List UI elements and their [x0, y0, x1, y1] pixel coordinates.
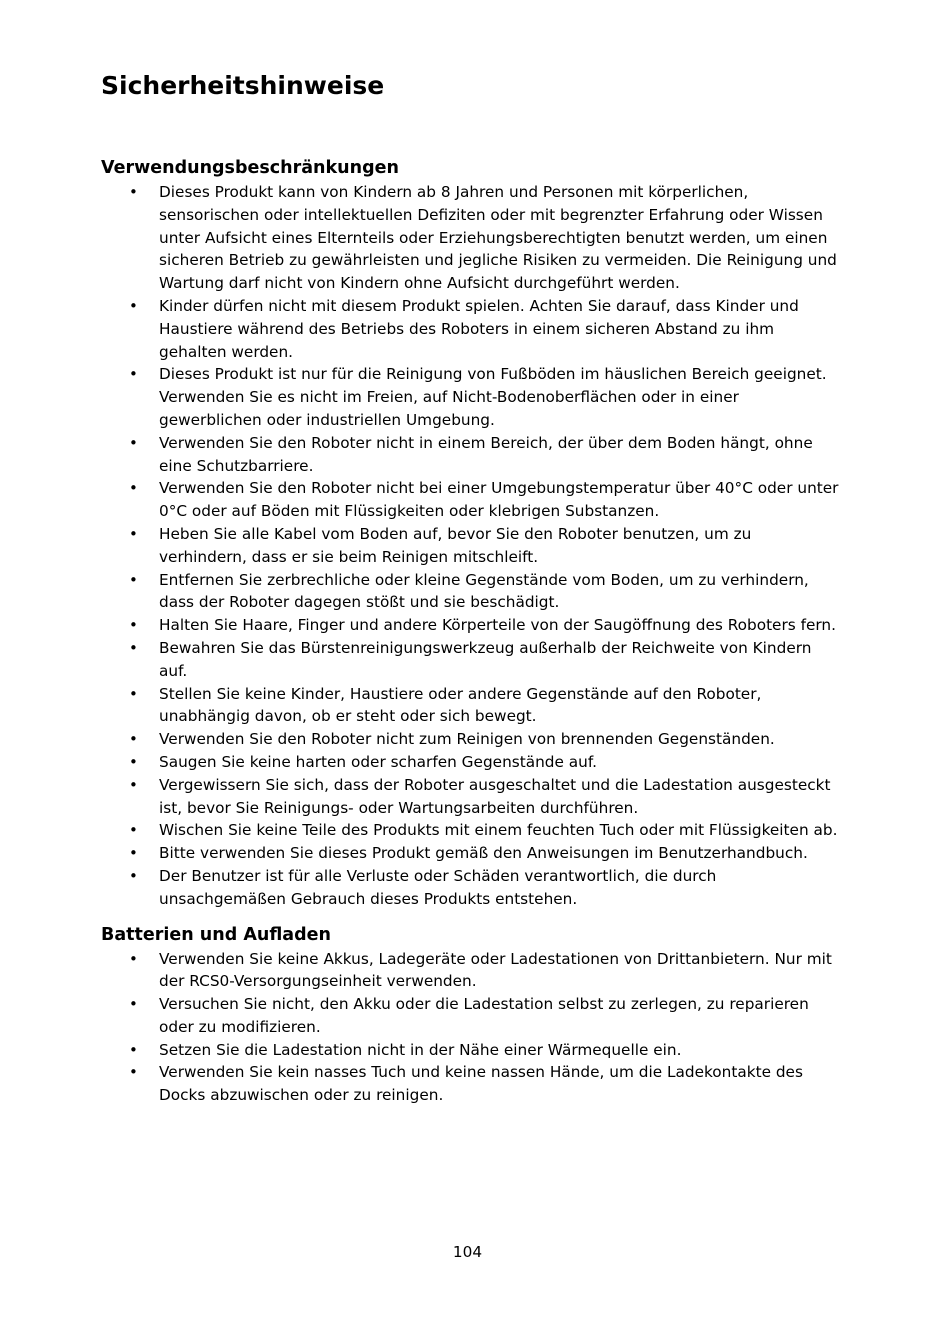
bullet-icon: •: [129, 684, 138, 703]
list-item: [101, 637, 843, 683]
page-number: 104: [452, 1243, 483, 1261]
list-item: [101, 1039, 843, 1062]
list-item-text: Dieses Produkt ist nur für die Reinigung von Fußböden im häuslichen Bereich geeignet. Verwenden Sie es nicht im Freien, auf Nicht-Bodenoberflächen oder in einer gewerblichen oder industriellen Umgebung.: [159, 365, 827, 429]
bullet-icon: •: [129, 433, 138, 452]
list-item-text: Wischen Sie keine Teile des Produkts mit einem feuchten Tuch oder mit Flüssigkeiten ab.: [159, 821, 838, 840]
list-item-text: Halten Sie Haare, Finger und andere Körperteile von der Saugöffnung des Roboters fern.: [159, 616, 836, 635]
bullet-icon: •: [129, 821, 138, 840]
list-item-text: Vergewissern Sie sich, dass der Roboter ausgeschaltet und die Ladestation ausgesteckt ist, bevor Sie Reinigungs- oder Wartungsarbeiten durchführen.: [159, 775, 831, 817]
list-item: [101, 477, 843, 523]
list-item-text: Verwenden Sie den Roboter nicht in einem Bereich, der über dem Boden hängt, ohne eine Schutzbarriere.: [159, 433, 813, 475]
list-item-text: Stellen Sie keine Kinder, Haustiere oder andere Gegenstände auf den Roboter, unabhängig davon, ob er steht oder sich bewegt.: [159, 684, 762, 726]
bullet-icon: •: [129, 479, 138, 498]
list-item-text: Versuchen Sie nicht, den Akku oder die Ladestation selbst zu zerlegen, zu reparieren oder zu modifizieren.: [159, 995, 809, 1036]
list-item-text: Entfernen Sie zerbrechliche oder kleine Gegenstände vom Boden, um zu verhindern, dass der Roboter dagegen stößt und sie beschädigt.: [159, 570, 809, 612]
bullet-list: [101, 181, 843, 911]
bullet-icon: •: [129, 1063, 138, 1082]
bullet-icon: •: [129, 616, 138, 635]
bullet-icon: •: [129, 570, 138, 589]
bullet-icon: •: [129, 844, 138, 863]
list-item: [101, 751, 843, 774]
list-item: [101, 948, 843, 994]
list-item: [101, 181, 843, 295]
section-heading: Verwendungsbeschränkungen: [101, 158, 399, 178]
bullet-icon: •: [129, 1040, 138, 1059]
list-item-text: Bewahren Sie das Bürstenreinigungswerkzeug außerhalb der Reichweite von Kindern auf.: [159, 638, 812, 680]
list-item: [101, 842, 843, 865]
list-item-text: Saugen Sie keine harten oder scharfen Gegenstände auf.: [159, 752, 597, 771]
list-item: [101, 683, 843, 729]
list-item: [101, 993, 843, 1039]
list-item: [101, 819, 843, 842]
list-item-text: Verwenden Sie keine Akkus, Ladegeräte oder Ladestationen von Drittanbietern. Nur mit der RCS0-Versorgungseinheit verwenden.: [159, 949, 832, 991]
bullet-icon: •: [129, 365, 138, 384]
bullet-icon: •: [129, 730, 138, 749]
list-item: [101, 728, 843, 751]
list-item-text: Kinder dürfen nicht mit diesem Produkt spielen. Achten Sie darauf, dass Kinder und Haustiere während des Betriebs des Roboters in einem sicheren Abstand zu ihm gehalten werden.: [159, 296, 799, 361]
list-item-text: Dieses Produkt kann von Kindern ab 8 Jahren und Personen mit körperlichen, sensorischen oder intellektuellen Defiziten oder mit begrenzter Erfahrung oder Wissen unter Aufsicht eines Elternteils oder Erziehungsberechtigten benutzt werden, um einen sicheren Betrieb zu gewährleisten und jegliche Risiken zu vermeiden. Die Reinigung und Wartung darf nicht von Kindern ohne Aufsicht durchgeführt werden.: [159, 183, 837, 293]
list-item-text: Setzen Sie die Ladestation nicht in der Nähe einer Wärmequelle ein.: [159, 1040, 682, 1059]
bullet-icon: •: [129, 752, 138, 771]
document-page: [101, 66, 843, 1107]
list-item-text: Der Benutzer ist für alle Verluste oder Schäden verantwortlich, die durch unsachgemäßen Gebrauch dieses Produkts entstehen.: [159, 866, 717, 908]
bullet-icon: •: [129, 866, 138, 885]
bullet-icon: •: [129, 638, 138, 657]
page-title: Sicherheitshinweise: [101, 71, 385, 100]
list-item: [101, 865, 843, 911]
bullet-icon: •: [129, 183, 138, 201]
list-item: [101, 614, 843, 637]
bullet-list: [101, 948, 843, 1108]
list-item-text: Verwenden Sie den Roboter nicht bei einer Umgebungstemperatur über 40°C oder unter 0°C oder auf Böden mit Flüssigkeiten oder klebrigen Substanzen.: [159, 479, 839, 521]
list-item-text: Bitte verwenden Sie dieses Produkt gemäß den Anweisungen im Benutzerhandbuch.: [159, 844, 808, 863]
list-item: [101, 569, 843, 615]
list-item: [101, 432, 843, 478]
list-item: [101, 523, 843, 569]
list-item: [101, 774, 843, 820]
bullet-icon: •: [129, 524, 138, 543]
bullet-icon: •: [129, 949, 138, 968]
bullet-icon: •: [129, 775, 138, 794]
section-usage-restrictions: [101, 155, 843, 911]
list-item: [101, 1061, 843, 1107]
list-item: [101, 363, 843, 431]
list-item-text: Heben Sie alle Kabel vom Boden auf, bevor Sie den Roboter benutzen, um zu verhindern, dass er sie beim Reinigen mitschleift.: [159, 524, 752, 566]
list-item: [101, 295, 843, 363]
list-item-text: Verwenden Sie kein nasses Tuch und keine nassen Hände, um die Ladekontakte des Docks abzuwischen oder zu reinigen.: [159, 1063, 803, 1105]
section-batteries-charging: [101, 922, 843, 1108]
bullet-icon: •: [129, 296, 138, 315]
section-heading: Batterien und Aufladen: [101, 924, 331, 945]
bullet-icon: •: [129, 995, 138, 1014]
list-item-text: Verwenden Sie den Roboter nicht zum Reinigen von brennenden Gegenständen.: [159, 730, 775, 749]
